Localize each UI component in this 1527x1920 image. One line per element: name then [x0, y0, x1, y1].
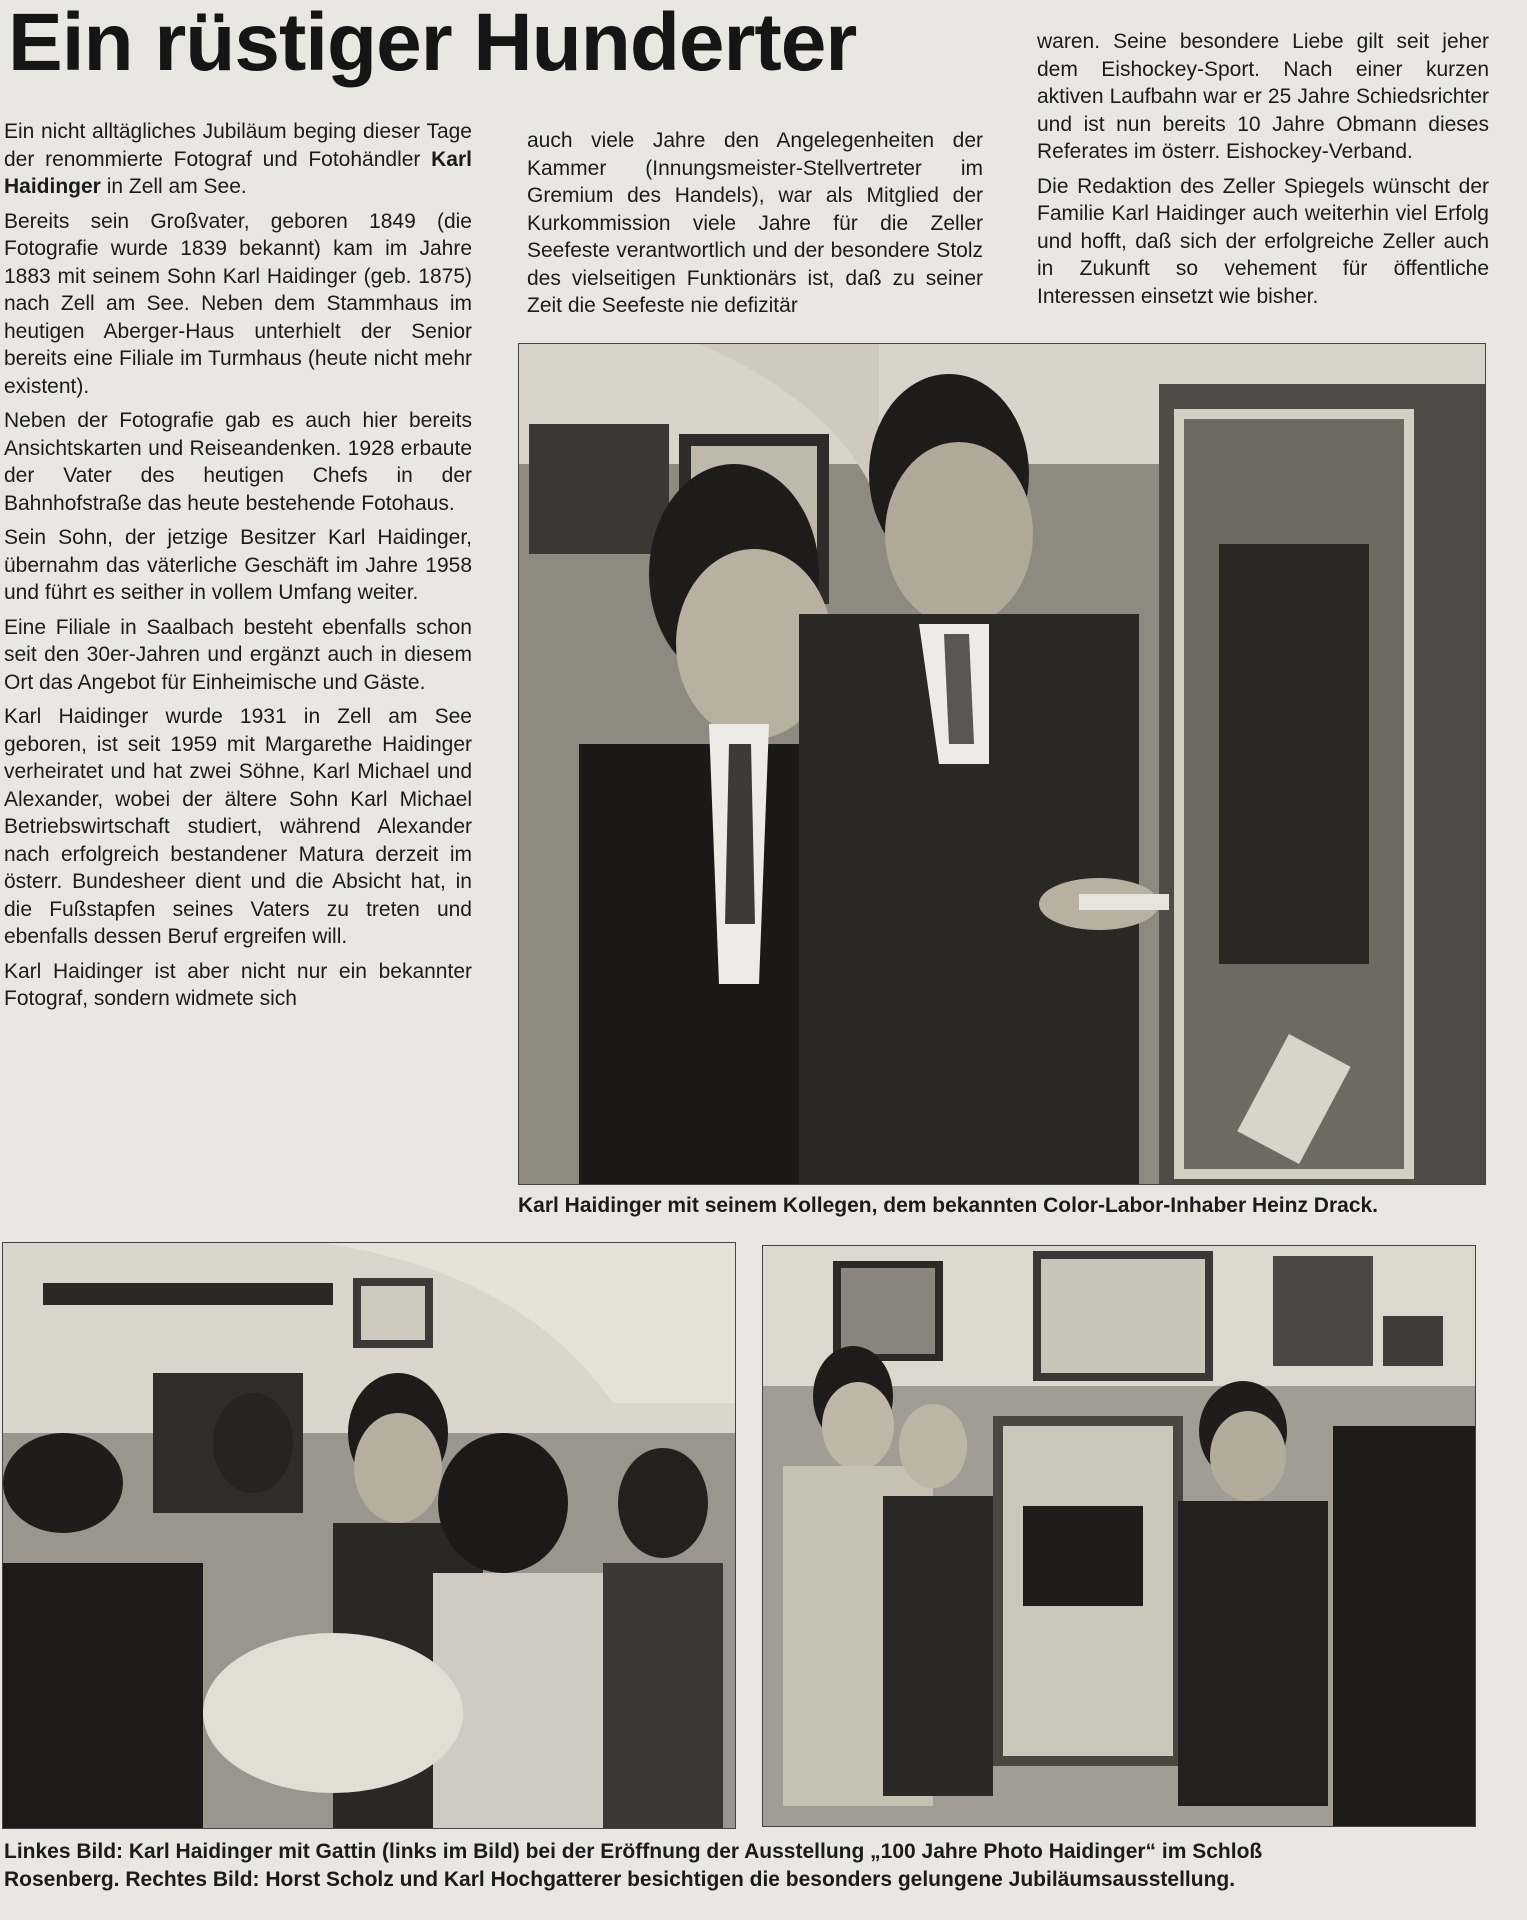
right-photo-image: [763, 1246, 1475, 1826]
caption-line: Linkes Bild: Karl Haidinger mit Gattin (links im Bild) bei der Eröffnung der Ausstellung „100 Jahre Photo Haidinger“ im Schloß: [4, 1840, 1263, 1863]
paragraph: Neben der Fotografie gab es auch hier bereits Ansichtskarten und Reiseandenken. 1928 erbaute der Vater des heutigen Chefs in der Bahnhofstraße das heute bestehende Fotohaus.: [4, 409, 472, 515]
main-photo-caption: Karl Haidinger mit seinem Kollegen, dem bekannten Color-Labor-Inhaber Heinz Drack.: [518, 1194, 1379, 1217]
paragraph: auch viele Jahre den Angelegenheiten der Kammer (Innungsmeister-Stellvertreter im Gremium des Handels), war als Mitglied der Kurkommission viele Jahre für die Zeller Seefeste verantwortlich und der besondere Stolz des vielseitigen Funktionärs ist, daß zu seiner Zeit die Seefeste nie defizitär: [527, 129, 983, 317]
name-bold: Karl Haidinger: [4, 147, 472, 198]
paragraph: Ein nicht alltägliches Jubiläum beging dieser Tage der renommierte Fotograf und Fotohändler Karl Haidinger in Zell am See.: [4, 120, 472, 198]
text-column-2: [527, 127, 983, 327]
paragraph: Sein Sohn, der jetzige Besitzer Karl Haidinger, übernahm das väterliche Geschäft im Jahre 1958 und führt es seither in vollem Umfang weiter.: [4, 526, 472, 604]
headline: Ein rüstiger Hunderter: [8, 0, 857, 88]
main-photo-image: [519, 344, 1485, 1184]
paragraph: Die Redaktion des Zeller Spiegels wünscht der Familie Karl Haidinger auch weiterhin viel Erfolg und hofft, daß sich der erfolgreiche Zeller auch in Zukunft so vehement für öffentliche Interessen einsetzt wie bisher.: [1037, 174, 1489, 308]
paragraph: Karl Haidinger wurde 1931 in Zell am See geboren, ist seit 1959 mit Margarethe Haidinger verheiratet und hat zwei Söhne, Karl Michael und Alexander, wobei der ältere Sohn Karl Michael Betriebswirtschaft studiert, während Alexander nach erfolgreich bestandener Matura derzeit im österr. Bundesheer dient und die Absicht hat, in die Fußstapfen seines Vaters zu treten und ebenfalls dessen Beruf ergreifen will.: [4, 705, 472, 948]
right-photo: [762, 1245, 1476, 1827]
left-photo-image: [3, 1243, 735, 1828]
paragraph: Bereits sein Großvater, geboren 1849 (die Fotografie wurde 1839 bekannt) kam im Jahre 1883 mit seinem Sohn Karl Haidinger (geb. 1875) nach Zell am See. Neben dem Stammhaus im heutigen Aberger-Haus unterhielt der Senior bereits eine Filiale im Turmhaus (heute nicht mehr existent).: [4, 209, 472, 398]
paragraph: Eine Filiale in Saalbach besteht ebenfalls schon seit den 30er-Jahren und ergänzt auch in diesem Ort das Angebot für Einheimische und Gäste.: [4, 615, 472, 694]
left-photo: [2, 1242, 736, 1829]
bottom-photos-caption: [4, 1838, 1504, 1894]
paragraph: Karl Haidinger ist aber nicht nur ein bekannter Fotograf, sondern widmete sich: [4, 959, 472, 1010]
caption-line: Rosenberg. Rechtes Bild: Horst Scholz und Karl Hochgatterer besichtigen die besonders gelungene Jubiläumsausstellung.: [4, 1868, 1236, 1891]
main-photo: [518, 343, 1486, 1185]
text-column-3: [1037, 28, 1489, 317]
paragraph: waren. Seine besondere Liebe gilt seit jeher dem Eishockey-Sport. Nach einer kurzen aktiven Laufbahn war er 25 Jahre Schiedsrichter und ist nun bereits 10 Jahre Obmann dieses Referates im österr. Eishockey-Verband.: [1037, 30, 1489, 163]
text-column-1: [4, 118, 472, 1020]
